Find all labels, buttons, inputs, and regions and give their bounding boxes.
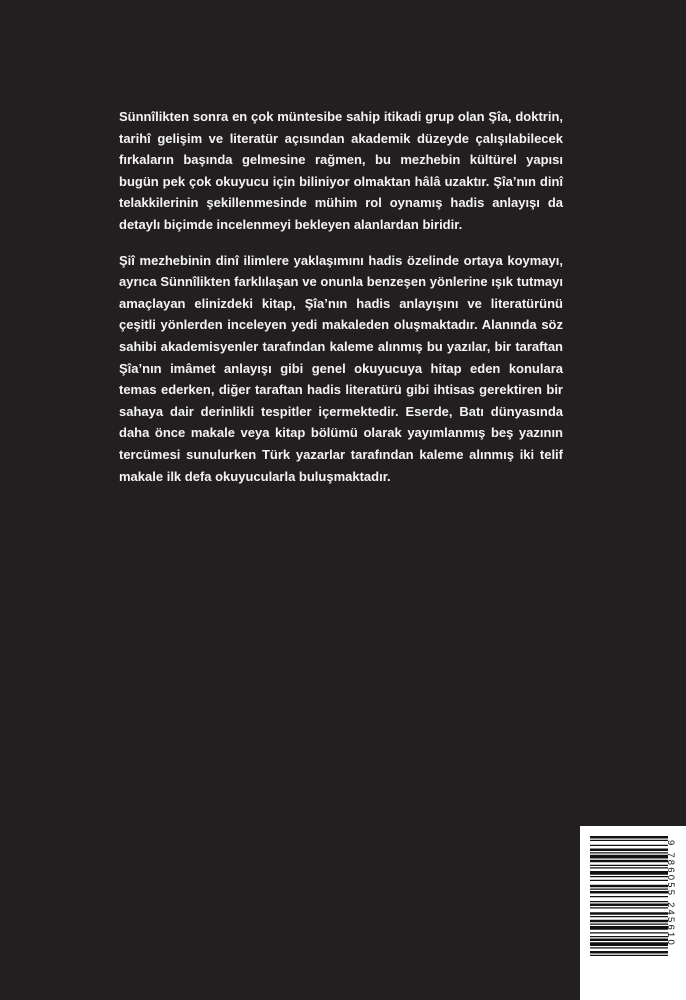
barcode-bar bbox=[590, 860, 668, 863]
barcode-bar bbox=[590, 896, 668, 897]
barcode-bar bbox=[590, 901, 668, 902]
barcode-bar bbox=[590, 871, 668, 875]
barcode-bar bbox=[590, 936, 668, 937]
barcode-bar bbox=[590, 932, 668, 933]
isbn-barcode bbox=[580, 826, 686, 1000]
barcode-bar bbox=[590, 845, 668, 846]
barcode-bar bbox=[590, 865, 668, 866]
barcode-bar bbox=[590, 926, 668, 930]
barcode-bar bbox=[590, 840, 668, 841]
barcode-bar bbox=[590, 880, 668, 881]
barcode-bar bbox=[590, 867, 668, 868]
barcode-bar bbox=[590, 951, 668, 954]
barcode-bar bbox=[590, 849, 668, 852]
blurb-paragraph-1: Sünnîlikten sonra en çok müntesibe sahip itikadi grup olan Şîa, doktrin, tarihî gelişim ve literatür açısından akademik düzeyde çalışılabilecek fırkaların başında gelmesine rağmen, bu mezhebin kültürel yapısı bugün pek çok okuyucu için biliniyor olmaktan hâlâ uzaktır. Şîa’nın dinî telakkilerinin şekillenmesinde mühim rol oynamış hadis anlayışı da detaylı biçimde incelenmeyi bekleyen alanlardan biridir. bbox=[119, 109, 563, 232]
blurb-text bbox=[119, 106, 563, 501]
barcode-bar bbox=[590, 891, 668, 894]
barcode-bar bbox=[590, 852, 668, 853]
blurb-paragraph-2: Şiî mezhebinin dinî ilimlere yaklaşımını hadis özelinde ortaya koymayı, ayrıca Sünnîlikten farklılaşan ve onunla benzeşen yönlerine ışık tutmayı amaçlayan elinizdeki kitap, Şîa’nın hadis anlayışını ve literatürünü çeşitli yönlerden inceleyen yedi makaleden oluşmaktadır. Alanında söz sahibi akademisyenler tarafından kaleme alınmış bu yazılar, bir taraftan Şîa’nın imâmet anlayışı gibi genel okuyucuya hitap eden konulara temas ederken, diğer taraftan hadis literatürü gibi ihtisas gerektiren bir sahaya dair derinlikli tespitler içermektedir. Eserde, Batı dünyasında daha önce makale veya kitap bölümü olarak yayımlanmış beş yazının tercümesi sunulurken Türk yazarlar tarafından kaleme alınmış iki telif makale ilk defa okuyucularla buluşmaktadır. bbox=[119, 252, 563, 484]
barcode-bar bbox=[590, 955, 668, 956]
barcode-bar bbox=[590, 916, 668, 917]
barcode-bar bbox=[590, 939, 668, 942]
barcode-bar bbox=[590, 876, 668, 877]
barcode-bar bbox=[590, 836, 668, 839]
barcode-bar bbox=[590, 924, 668, 925]
barcode-bar bbox=[590, 904, 668, 907]
barcode-bar bbox=[590, 942, 668, 946]
isbn-number: 9 786055 245610 bbox=[665, 840, 676, 947]
barcode-bar bbox=[590, 855, 668, 859]
barcode-bar bbox=[590, 920, 668, 923]
barcode-bar bbox=[590, 947, 668, 948]
barcode-bar bbox=[590, 907, 668, 908]
barcode-bar bbox=[590, 885, 668, 888]
barcode-bar bbox=[590, 912, 668, 915]
barcode-bar bbox=[590, 889, 668, 890]
